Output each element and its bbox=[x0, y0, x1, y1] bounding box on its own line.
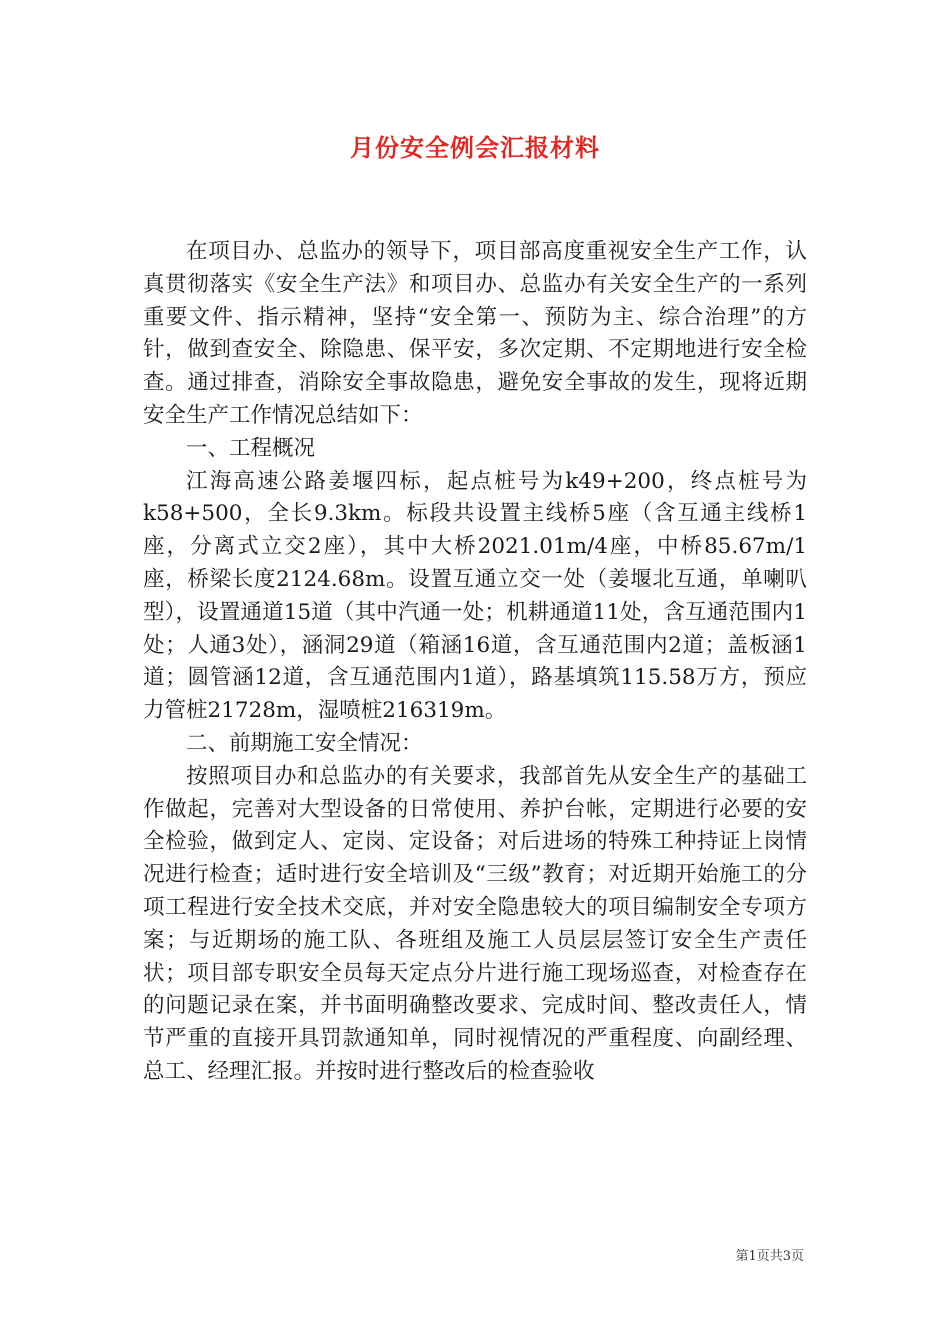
document-title: 月份安全例会汇报材料 bbox=[350, 133, 600, 162]
section-heading-safety-situation: 二、前期施工安全情况： bbox=[186, 730, 423, 756]
page-number: 第1页共3页 bbox=[735, 1249, 804, 1264]
section-heading-project-overview: 一、工程概况 bbox=[186, 435, 316, 461]
paragraph-project-overview: 江海高速公路姜堰四标，起点桩号为k49+200，终点桩号为k58+500，全长9.3km。标段共设置主线桥5座（含互通主线桥1座，分离式立交2座），其中大桥2021.01m/4座，中桥85.67m/1座，桥梁长度2124.68m。设置互通立交一处（姜堰北互通，单喇叭型），设置通道15道（其中汽通一处；机耕通道11处，含互通范围内1处；人通3处），涵洞29道（箱涵16道，含互通范围内2道；盖板涵1道；圆管涵12道，含互通范围内1道），路基填筑115.58万方，预应力管桩21728m，湿喷桩216319m。 bbox=[143, 468, 807, 724]
paragraph-safety-situation: 按照项目办和总监办的有关要求，我部首先从安全生产的基础工作做起，完善对大型设备的日常使用、养护台帐，定期进行必要的安全检验，做到定人、定岗、定设备；对后进场的特殊工种持证上岗情况进行检查；适时进行安全培训及“三级”教育；对近期开始施工的分项工程进行安全技术交底，并对安全隐患较大的项目编制安全专项方案；与近期场的施工队、各班组及施工人员层层签订安全生产责任状；项目部专职安全员每天定点分片进行施工现场巡查，对检查存在的问题记录在案，并书面明确整改要求、完成时间、整改责任人，情节严重的直接开具罚款通知单，同时视情况的严重程度、向副经理、总工、经理汇报。并按时进行整改后的检查验收 bbox=[143, 763, 807, 1084]
document-body bbox=[143, 236, 807, 1089]
paragraph-intro: 在项目办、总监办的领导下，项目部高度重视安全生产工作，认真贯彻落实《安全生产法》和项目办、总监办有关安全生产的一系列重要文件、指示精神，坚持“安全第一、预防为主、综合治理”的方针，做到查安全、除隐患、保平安，多次定期、不定期地进行安全检查。通过排查，消除安全事故隐患，避免安全事故的发生，现将近期安全生产工作情况总结如下： bbox=[143, 239, 807, 428]
